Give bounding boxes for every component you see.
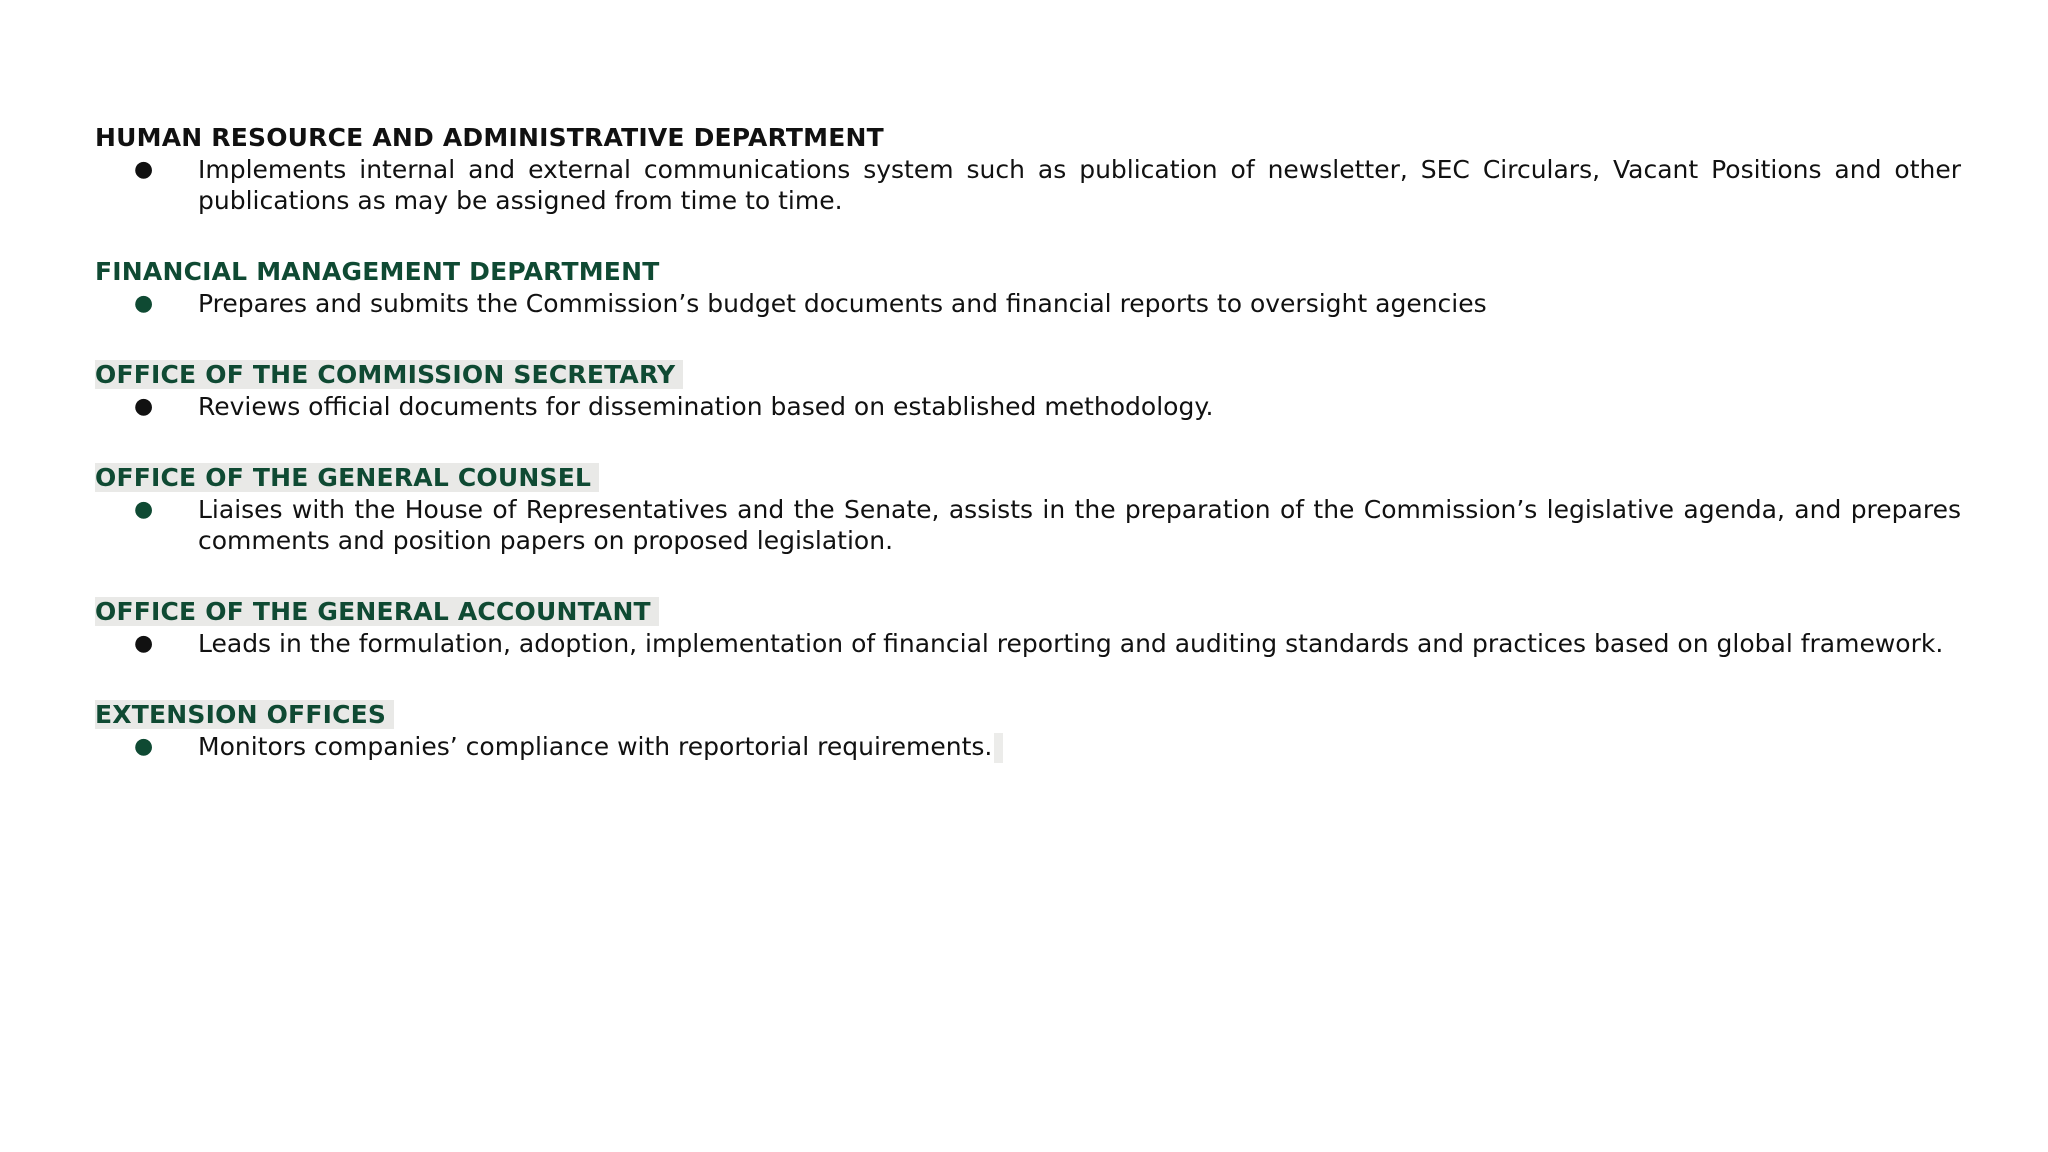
bullet-list [95, 731, 1961, 763]
text-cursor-mark [994, 733, 1003, 763]
section-heading: OFFICE OF THE GENERAL ACCOUNTANT [95, 596, 1961, 628]
list-item-text: Monitors companies’ compliance with reportorial requirements. [198, 732, 993, 761]
section-general-accountant [95, 596, 1961, 659]
bullet-icon: ● [134, 497, 154, 522]
bullet-icon: ● [134, 631, 154, 656]
document-page [95, 122, 1961, 763]
list-item [95, 731, 1961, 763]
section-financial-management [95, 256, 1961, 319]
bullet-list [95, 391, 1961, 422]
section-extension-offices [95, 699, 1961, 763]
section-heading: OFFICE OF THE GENERAL COUNSEL [95, 462, 1961, 494]
list-item-text: Implements internal and external communications system such as publication of newsletter, SEC Circulars, Vacant Positions and other publications as may be assigned from time to time. [198, 155, 1961, 215]
list-item-text: Prepares and submits the Commission’s budget documents and financial reports to oversight agencies [198, 289, 1487, 318]
bullet-icon: ● [134, 157, 154, 182]
section-heading: OFFICE OF THE COMMISSION SECRETARY [95, 359, 1961, 391]
list-item [95, 628, 1961, 659]
list-item-text: Reviews official documents for dissemination based on established methodology. [198, 392, 1214, 421]
list-item [95, 391, 1961, 422]
bullet-list [95, 154, 1961, 216]
bullet-list [95, 628, 1961, 659]
bullet-list [95, 494, 1961, 556]
list-item [95, 494, 1961, 556]
section-heading: EXTENSION OFFICES [95, 699, 1961, 731]
section-human-resource [95, 122, 1961, 216]
section-commission-secretary [95, 359, 1961, 422]
section-heading: HUMAN RESOURCE AND ADMINISTRATIVE DEPARTMENT [95, 123, 884, 152]
list-item [95, 288, 1961, 319]
section-general-counsel [95, 462, 1961, 556]
bullet-list [95, 288, 1961, 319]
list-item-text: Leads in the formulation, adoption, implementation of financial reporting and auditing standards and practices based on global framework. [198, 629, 1944, 658]
section-heading: FINANCIAL MANAGEMENT DEPARTMENT [95, 257, 660, 286]
list-item-text: Liaises with the House of Representatives and the Senate, assists in the preparation of the Commission’s legislative agenda, and prepares comments and position papers on proposed legislation. [198, 495, 1961, 555]
bullet-icon: ● [134, 291, 154, 316]
bullet-icon: ● [134, 734, 154, 759]
bullet-icon: ● [134, 394, 154, 419]
list-item [95, 154, 1961, 216]
